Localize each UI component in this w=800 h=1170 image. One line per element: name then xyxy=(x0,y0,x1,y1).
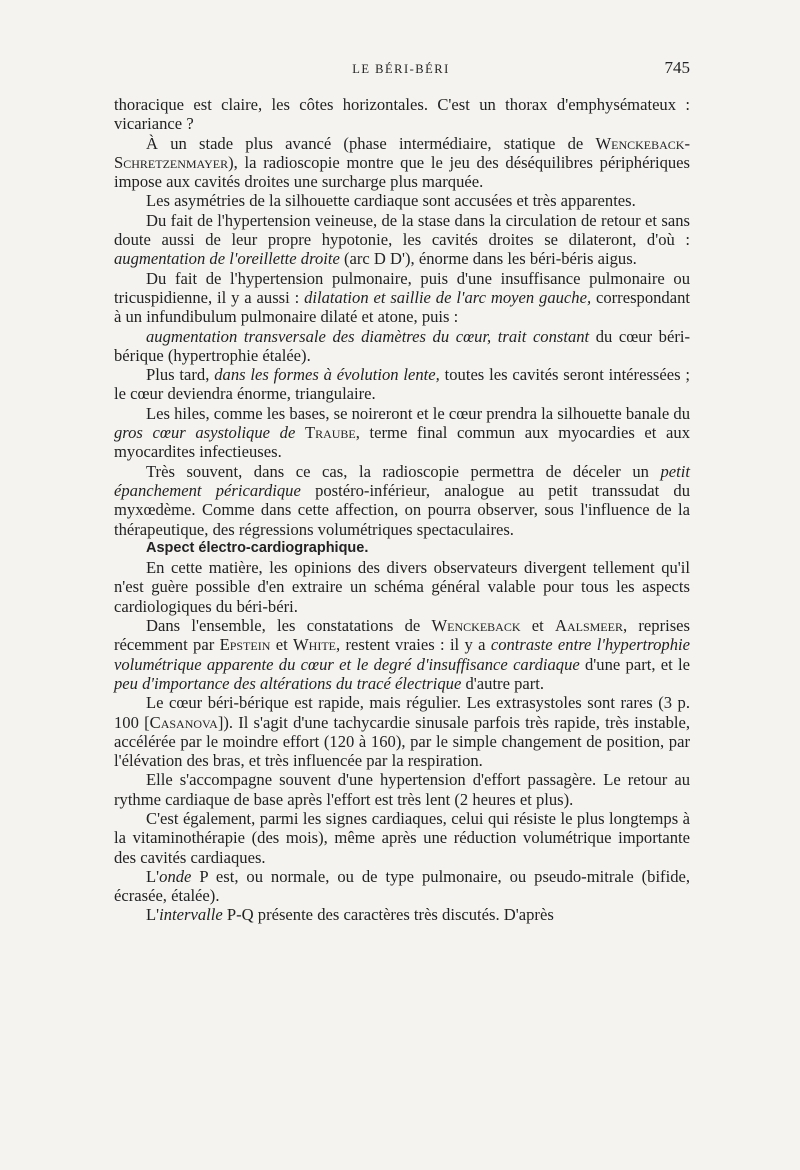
paragraph: L'intervalle P-Q présente des caractères très discutés. D'après xyxy=(146,905,554,925)
paragraph: Elle s'accompagne souvent d'une hypertension d'effort passagère. Le retour au rythme cardiaque de base après l'effort est très lent (2 heures et plus). xyxy=(114,770,690,809)
paragraph: À un stade plus avancé (phase intermédiaire, statique de Wenckeback-Schretzenmayer), la radioscopie montre que le jeu des déséquilibres périphériques impose aux cavités droites une surcharge plus marquée. xyxy=(114,133,690,192)
author-name: Wenckeback-Schretzenmayer xyxy=(114,133,690,172)
page-number: 745 xyxy=(664,58,690,77)
section-heading: Aspect électro-cardiographique. xyxy=(146,539,369,556)
paragraph: Le cœur béri-bérique est rapide, mais régulier. Les extrasystoles sont rares (3 p. 100 [Casanova]). Il s'agit d'une tachycardie sinusale parfois très rapide, très instable, accélérée par le moindre effort (120 à 160), par le simple changement de position, par l'élévation des bras, et très influencée par la respiration. xyxy=(114,693,690,771)
body-text xyxy=(114,95,690,925)
paragraph: Du fait de l'hypertension veineuse, de la stase dans la circulation de retour et sans doute aussi de leur propre hypotonie, les cavités droites se dilateront, d'où : augmentation de l'oreillette droite (arc D D'), énorme dans les béri-béris aigus. xyxy=(114,210,690,269)
author-name: Traube, xyxy=(304,423,360,443)
paragraph: Très souvent, dans ce cas, la radioscopie permettra de déceler un petit épanchement péricardique postéro-inférieur, analogue au petit transsudat du myxœdème. Comme dans cette affection, on pourra observer, sous l'influence de la thérapeutique, des régressions volumétriques spectaculaires. xyxy=(114,461,691,539)
paragraph: L'onde P est, ou normale, ou de type pulmonaire, ou pseudo-mitrale (bifide, écrasée, étalée). xyxy=(114,866,690,906)
paragraph: Dans l'ensemble, les constatations de Wenckeback et Aalsmeer, reprises récemment par Epstein et White, restent vraies : il y a contraste entre l'hypertrophie volumétrique apparente du cœur et le degré d'insuffisance cardiaque d'une part, et le peu d'importance des altérations du tracé électrique d'autre part. xyxy=(114,616,690,693)
paragraph: Les hiles, comme les bases, se noireront et le cœur prendra la silhouette banale du gros cœur asystolique de Traube, terme final commun aux myocardies et aux myocardites infectieuses. xyxy=(114,403,690,462)
running-title: LE BÉRI-BÉRI xyxy=(352,62,450,76)
paragraph: Plus tard, dans les formes à évolution lente, toutes les cavités seront intéressées ; le cœur deviendra énorme, triangulaire. xyxy=(114,365,690,404)
running-head xyxy=(112,58,690,80)
paragraph: Les asymétries de la silhouette cardiaque sont accusées et très apparentes. xyxy=(146,191,636,211)
paragraph: C'est également, parmi les signes cardiaques, celui qui résiste le plus longtemps à la vitaminothérapie (des mois), même après une réduction volumétrique importante des cavités cardiaques. xyxy=(114,808,690,867)
paragraph: thoracique est claire, les côtes horizontales. C'est un thorax d'emphysémateux : vicariance ? xyxy=(114,95,690,134)
paragraph: augmentation transversale des diamètres du cœur, trait constant du cœur béri-bérique (hypertrophie étalée). xyxy=(114,326,691,365)
paragraph: Du fait de l'hypertension pulmonaire, puis d'une insuffisance pulmonaire ou tricuspidienne, il y a aussi : dilatation et saillie de l'arc moyen gauche, correspondant à un infundibulum pulmonaire dilaté et atone, puis : xyxy=(114,268,690,327)
paragraph: En cette matière, les opinions des divers observateurs divergent tellement qu'il n'est guère possible d'en extraire un schéma général valable pour tous les aspects cardiologiques du béri-béri. xyxy=(114,558,690,616)
